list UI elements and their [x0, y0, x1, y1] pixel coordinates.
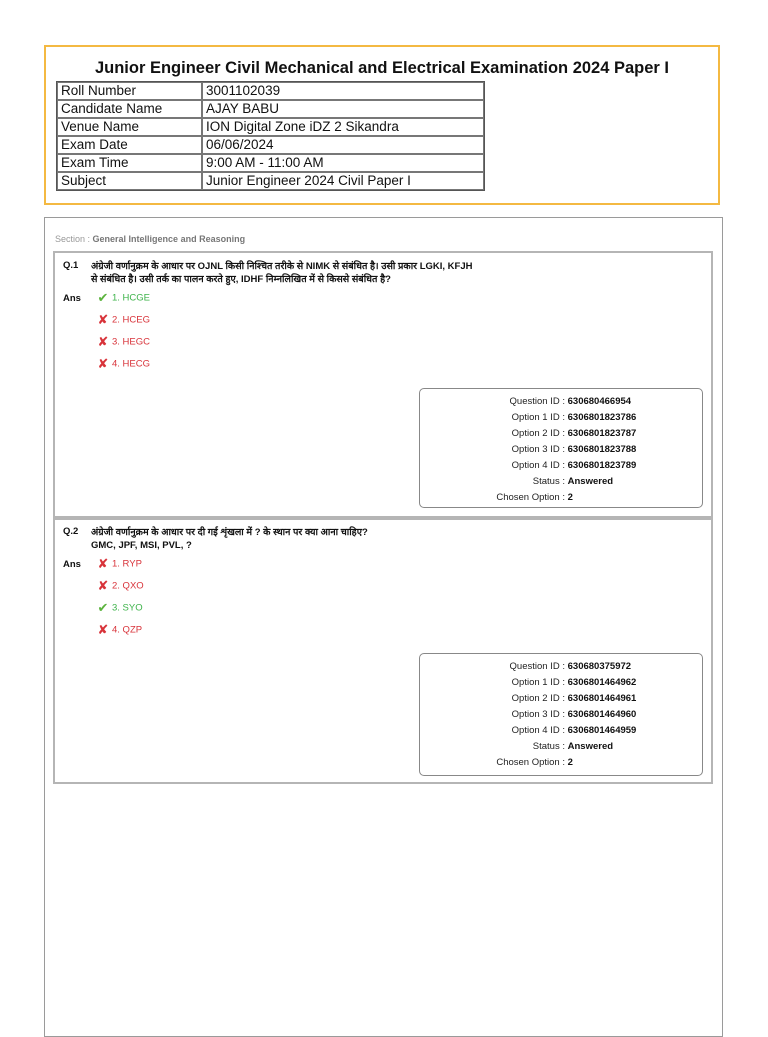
info-value: 9:00 AM - 11:00 AM [202, 154, 484, 172]
option-4 [96, 623, 142, 637]
meta-value: 2 [567, 757, 573, 768]
info-label: Roll Number [57, 82, 202, 100]
meta-option-3-id [420, 707, 637, 723]
question-text-line-2: से संबंधित है। उसी तर्क का पालन करते हुए, IDHF निम्नलिखित में से किससे संबंधित है? [91, 274, 391, 285]
info-row [57, 172, 484, 190]
question-text-line-2: GMC, JPF, MSI, PVL, ? [91, 540, 192, 551]
option-label: 3. HEGC [112, 336, 151, 348]
option-label: 2. HCEG [112, 314, 151, 326]
meta-value: 6306801464961 [567, 693, 637, 704]
check-icon: ✔ [97, 290, 109, 305]
meta-chosen-option [420, 755, 590, 771]
info-label: Subject [57, 172, 202, 190]
option-label: 4. HECG [112, 358, 151, 370]
meta-status [420, 474, 614, 490]
candidate-info-table [56, 81, 485, 191]
question-number: Q.2 [63, 526, 79, 537]
info-value: Junior Engineer 2024 Civil Paper I [202, 172, 484, 190]
option-1 [96, 557, 142, 571]
meta-key: Chosen Option : [496, 492, 565, 503]
meta-value: Answered [567, 741, 614, 752]
meta-key: Question ID : [509, 396, 565, 407]
meta-value: 6306801464960 [567, 709, 637, 720]
meta-value: 2 [567, 492, 573, 503]
section-name: General Intelligence and Reasoning [92, 234, 246, 244]
option-1 [96, 291, 150, 305]
question-meta-box [419, 653, 703, 776]
meta-chosen-option [420, 490, 590, 506]
meta-key: Option 1 ID : [511, 412, 565, 423]
meta-status [420, 739, 614, 755]
meta-value: 6306801823789 [567, 460, 637, 471]
meta-value: 6306801464959 [567, 725, 637, 736]
question-text-line-1: अंग्रेजी वर्णानुक्रम के आधार पर दी गई शृंखला में ? के स्थान पर क्या आना चाहिए? [91, 527, 368, 538]
option-label: 3. SYO [112, 602, 143, 614]
info-row [57, 118, 484, 136]
exam-header [44, 45, 720, 205]
ans-label: Ans [63, 559, 81, 570]
question-meta-box [419, 388, 703, 508]
meta-value: 6306801464962 [567, 677, 637, 688]
section-label [55, 234, 245, 244]
option-label: 1. HCGE [112, 292, 151, 304]
cross-icon: ✘ [97, 578, 109, 593]
meta-option-1-id [420, 410, 637, 426]
question-panel-1 [53, 251, 713, 518]
meta-key: Option 1 ID : [511, 677, 565, 688]
meta-key: Question ID : [509, 661, 565, 672]
response-sheet-frame [44, 217, 723, 1037]
meta-key: Option 4 ID : [511, 725, 565, 736]
info-row [57, 82, 484, 100]
question-text-line-1: अंग्रेजी वर्णानुक्रम के आधार पर OJNL किसी निश्चित तरीके से NIMK से संबंधित है। उसी प्रकार LGKI, KFJH [91, 261, 473, 272]
ans-label: Ans [63, 293, 81, 304]
option-3 [96, 601, 143, 615]
info-label: Venue Name [57, 118, 202, 136]
meta-question-id [420, 394, 632, 410]
meta-value: 6306801823786 [567, 412, 637, 423]
meta-key: Option 2 ID : [511, 428, 565, 439]
info-label: Exam Date [57, 136, 202, 154]
meta-key: Option 4 ID : [511, 460, 565, 471]
question-panel-2 [53, 518, 713, 784]
exam-title: Junior Engineer Civil Mechanical and Electrical Examination 2024 Paper I [94, 59, 670, 77]
info-row [57, 154, 484, 172]
option-label: 2. QXO [112, 580, 144, 592]
info-row [57, 136, 484, 154]
meta-key: Status : [532, 741, 565, 752]
meta-value: 6306801823787 [567, 428, 637, 439]
meta-key: Option 2 ID : [511, 693, 565, 704]
meta-option-3-id [420, 442, 637, 458]
option-label: 4. QZP [112, 624, 143, 636]
info-value: AJAY BABU [202, 100, 484, 118]
meta-option-2-id [420, 426, 637, 442]
meta-value: 630680375972 [567, 661, 632, 672]
meta-option-4-id [420, 723, 637, 739]
meta-question-id [420, 659, 632, 675]
cross-icon: ✘ [97, 356, 109, 371]
question-number: Q.1 [63, 260, 79, 271]
meta-key: Chosen Option : [496, 757, 565, 768]
meta-value: 630680466954 [567, 396, 632, 407]
meta-option-2-id [420, 691, 637, 707]
info-label: Candidate Name [57, 100, 202, 118]
meta-value: 6306801823788 [567, 444, 637, 455]
option-label: 1. RYP [112, 558, 142, 570]
info-value: 06/06/2024 [202, 136, 484, 154]
info-value: 3001102039 [202, 82, 484, 100]
option-2 [96, 313, 150, 327]
meta-key: Option 3 ID : [511, 709, 565, 720]
meta-key: Status : [532, 476, 565, 487]
cross-icon: ✘ [97, 556, 109, 571]
cross-icon: ✘ [97, 622, 109, 637]
meta-key: Option 3 ID : [511, 444, 565, 455]
option-4 [96, 357, 150, 371]
info-row [57, 100, 484, 118]
meta-option-4-id [420, 458, 637, 474]
info-label: Exam Time [57, 154, 202, 172]
option-2 [96, 579, 144, 593]
info-value: ION Digital Zone iDZ 2 Sikandra [202, 118, 484, 136]
check-icon: ✔ [97, 600, 109, 615]
cross-icon: ✘ [97, 334, 109, 349]
option-3 [96, 335, 150, 349]
section-prefix: Section : [55, 234, 93, 244]
meta-value: Answered [567, 476, 614, 487]
cross-icon: ✘ [97, 312, 109, 327]
meta-option-1-id [420, 675, 637, 691]
